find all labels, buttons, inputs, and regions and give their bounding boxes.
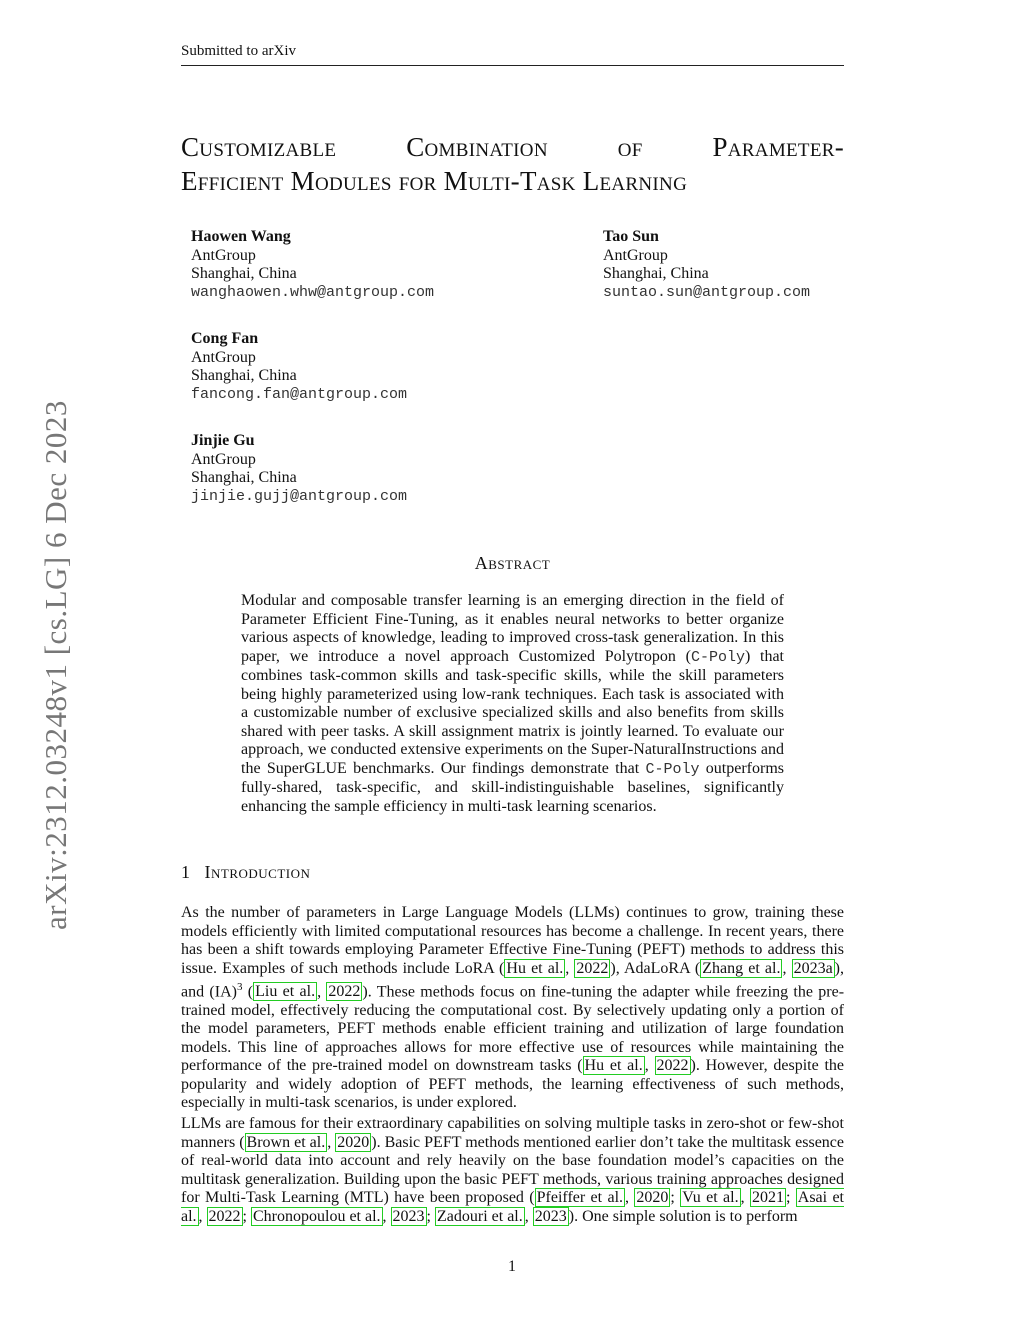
author-block [191, 228, 434, 302]
paper-title [181, 130, 844, 198]
body-text: ), and (IA) [181, 959, 844, 1001]
abstract-text: Modular and composable transfer learning is an emerging direction in the field of Parameter Efficient Fine-Tuning, as it enables neural networks to better organize various aspects of knowledge, leading to improved cross-task generalization. In this paper, we introduce a novel approach Customized Polytropon ( [241, 592, 784, 665]
body-text: ). Basic PEFT methods mentioned earlier don’t take the multitask essence of real-world data into account and rely heavily on the base foundation model’s capacities on the multitask generalization. Building upon the basic PEFT methods, various training approaches designed for Multi-Task Learning (MTL) have been proposed ( [181, 1133, 845, 1206]
author-location: Shanghai, China [191, 367, 297, 384]
author-name: Haowen Wang [191, 228, 291, 245]
body-text: , [198, 1207, 207, 1225]
body-text: As the number of parameters in Large Language Models (LLMs) continues to grow, training these models efficiently with limited computational resources has become a challenge. In recent years, there has been a shift towards employing Parameter Effective Fine-Tuning (PEFT) methods to address this issue. Examples of such methods include LoRA ( [181, 904, 844, 977]
author-name: Jinjie Gu [191, 432, 255, 449]
citation-year-link[interactable]: 2020 [337, 1133, 370, 1151]
author-name: Tao Sun [603, 228, 659, 245]
citation-year-link[interactable]: 2022 [328, 983, 361, 1001]
citation-link[interactable]: Zadouri et al. [437, 1207, 523, 1225]
citation-year-link[interactable]: 2022 [576, 959, 609, 977]
body-text: , [625, 1189, 635, 1206]
title-word: of [617, 132, 643, 162]
body-text: ; [426, 1207, 435, 1225]
citation-link[interactable]: Hu et al. [506, 959, 564, 977]
body-text: ; [242, 1207, 251, 1225]
body-text: , [644, 1057, 655, 1075]
body-text: ). However, despite the popularity and widely adoption of PEFT methods, the learning effectiveness of such methods, especially in multi-task scenarios, is under explored. [181, 1057, 844, 1112]
citation-link[interactable]: Vu et al. [682, 1189, 739, 1206]
author-org: AntGroup [603, 246, 668, 264]
citation-year-link[interactable]: 2023a [793, 959, 833, 977]
author-email[interactable]: jinjie.gujj@antgroup.com [191, 487, 408, 505]
citation-link[interactable]: Zhang et al. [702, 959, 781, 977]
intro-paragraph-2 [181, 1115, 844, 1226]
body-text: LLMs are famous for their extraordinary capabilities on solving multiple tasks in zero-shot or few-shot manners ( [181, 1115, 844, 1151]
author-org: AntGroup [191, 246, 256, 264]
author-org: AntGroup [191, 450, 256, 468]
citation-link[interactable]: Chronopoulou et al. [253, 1207, 381, 1225]
abstract-text: ) that combines task-common skills and task-specific skills, while the skill parameters being highly parameterized using low-rank techniques. Each task is associated with a customizable number of exclusive specialized skills and also benefits from skills shared with peer tasks. A skill assignment matrix is jointly learned. To evaluate our approach, we conducted extensive experiments on the Super-NaturalInstructions and the SuperGLUE benchmarks. Our findings demonstrate that [241, 647, 784, 777]
title-word: Customizable [181, 132, 337, 162]
citation-link[interactable]: Hu et al. [584, 1057, 643, 1075]
running-header: Submitted to arXiv [181, 43, 296, 59]
body-text: ; [670, 1189, 681, 1206]
abstract-text: outperforms fully-shared, task-specific, and skill-indistinguishable baselines, significantly enhancing the sample efficiency in multi-task learning scenarios. [241, 759, 785, 815]
author-email[interactable]: wanghaowen.whw@antgroup.com [191, 283, 435, 301]
author-block [603, 228, 810, 302]
citation-link[interactable]: Brown et al. [246, 1133, 326, 1151]
method-name-code: C-Poly [645, 760, 700, 778]
body-text: , [382, 1207, 391, 1225]
citation-year-link[interactable]: 2022 [656, 1057, 689, 1075]
author-location: Shanghai, China [603, 265, 709, 282]
abstract-body [241, 592, 784, 816]
abstract-heading: Abstract [474, 553, 551, 573]
author-block [191, 432, 407, 506]
section-heading [181, 862, 310, 883]
citation-link[interactable]: Liu et al. [255, 983, 316, 1001]
title-word: Combination [406, 132, 548, 162]
title-line-2: Efficient Modules for Multi-Task Learning [181, 166, 688, 196]
body-text: , [327, 1133, 336, 1151]
citation-link[interactable]: Pfeiffer et al. [536, 1189, 624, 1206]
body-text: , [565, 959, 575, 977]
superscript: 3 [236, 981, 243, 993]
body-text: ). One simple solution is to perform [568, 1207, 798, 1225]
section-title: Introduction [204, 862, 311, 882]
header-rule [181, 65, 844, 66]
author-location: Shanghai, China [191, 265, 297, 282]
body-text: ; [785, 1189, 796, 1206]
citation-year-link[interactable]: 2023 [392, 1207, 425, 1225]
title-word: Parameter- [712, 132, 844, 162]
body-text: , [782, 959, 792, 977]
body-text: , [524, 1207, 533, 1225]
author-email[interactable]: fancong.fan@antgroup.com [191, 385, 408, 403]
intro-paragraph-1 [181, 904, 844, 1113]
body-text: ). These methods focus on fine-tuning the adapter while freezing the pre-trained model, effectively reducing the computational cost. By selectively updating only a portion of the model parameters, PEFT methods enable efficient training and utilization of large foundation models. This line of approaches allows for more effective use of resources while maintaining the performance of the pre-trained model on downstream tasks ( [181, 983, 845, 1075]
section-number: 1 [181, 862, 191, 882]
citation-year-link[interactable]: 2021 [751, 1189, 784, 1206]
body-text: ( [242, 983, 254, 1001]
arxiv-sidebar-stamp: arXiv:2312.03248v1 [cs.LG] 6 Dec 2023 [38, 400, 73, 930]
author-org: AntGroup [191, 348, 256, 366]
author-location: Shanghai, China [191, 469, 297, 486]
method-name-code: C-Poly [690, 648, 745, 666]
citation-link[interactable]: Asai et al. [181, 1189, 844, 1225]
citation-year-link[interactable]: 2022 [208, 1207, 241, 1225]
body-text: , [740, 1189, 750, 1206]
body-text: , [317, 983, 327, 1001]
author-name: Cong Fan [191, 330, 259, 347]
body-text: ), AdaLoRA ( [610, 959, 701, 977]
citation-year-link[interactable]: 2020 [636, 1189, 669, 1206]
author-email[interactable]: suntao.sun@antgroup.com [603, 283, 811, 301]
author-block [191, 330, 407, 404]
citation-year-link[interactable]: 2023 [534, 1207, 567, 1225]
title-line-1 [181, 130, 844, 164]
page-number: 1 [508, 1258, 516, 1275]
